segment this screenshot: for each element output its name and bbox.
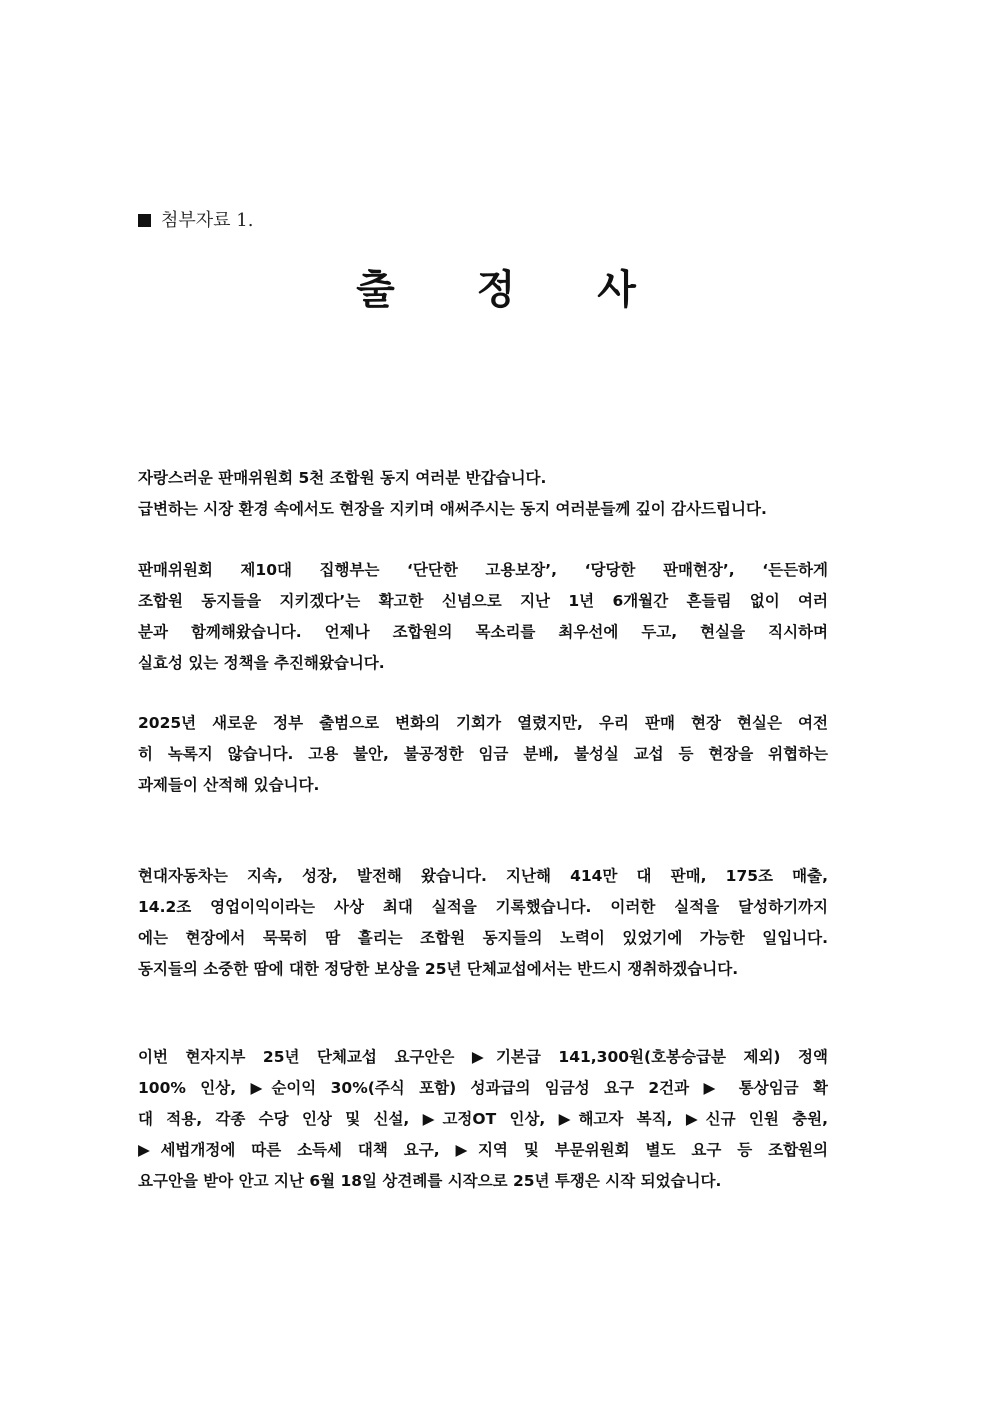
text-line: 분과 함께해왔습니다. 언제나 조합원의 목소리를 최우선에 두고, 현실을 직시하며 [138, 623, 828, 641]
text-line: 히 녹록지 않습니다. 고용 불안, 불공정한 임금 분배, 불성실 교섭 등 현장을 위협하는 [138, 745, 828, 763]
attachment-label [138, 206, 253, 232]
page-title: 출 정 사 [356, 267, 670, 313]
text-line: 요구안을 받아 안고 지난 6월 18일 상견례를 시작으로 25년 투쟁은 시작 되었습니다. [138, 1172, 722, 1190]
paragraph-leadership [138, 555, 828, 679]
text-line: 현대자동차는 지속, 성장, 발전해 왔습니다. 지난해 414만 대 판매, 175조 매출, [138, 867, 828, 885]
text-line: 대 적용, 각종 수당 인상 및 신설, ▶고정OT 인상, ▶해고자 복직, ▶신규 인원 충원, [138, 1110, 828, 1128]
text-line: 14.2조 영업이익이라는 사상 최대 실적을 기록했습니다. 이러한 실적을 달성하기까지 [138, 898, 828, 916]
text-line: 100% 인상, ▶순이익 30%(주식 포함) 성과급의 임금성 요구 2건과 ▶ 통상임금 확 [138, 1079, 828, 1097]
black-square-icon [138, 214, 151, 227]
text-line: 2025년 새로운 정부 출범으로 변화의 기회가 열렸지만, 우리 판매 현장 현실은 여전 [138, 714, 828, 732]
text-line: 실효성 있는 정책을 추진해왔습니다. [138, 654, 385, 672]
text-line: ▶세법개정에 따른 소득세 대책 요구, ▶지역 및 부문위원회 별도 요구 등 조합원의 [138, 1141, 828, 1159]
attachment-text: 첨부자료 1. [161, 210, 254, 231]
text-line: 조합원 동지들을 지키겠다’는 확고한 신념으로 지난 1년 6개월간 흔들림 없이 여러 [138, 592, 828, 610]
text-line: 동지들의 소중한 땀에 대한 정당한 보상을 25년 단체교섭에서는 반드시 쟁취하겠습니다. [138, 960, 739, 978]
text-line: 급변하는 시장 환경 속에서도 현장을 지키며 애써주시는 동지 여러분들께 깊이 감사드립니다. [138, 500, 767, 518]
text-line: 이번 현자지부 25년 단체교섭 요구안은 ▶기본급 141,300원(호봉승급분 제외) 정액 [138, 1048, 828, 1066]
paragraph-challenges [138, 708, 828, 801]
text-line: 과제들이 산적해 있습니다. [138, 776, 320, 794]
paragraph-greeting [138, 463, 828, 525]
text-line: 에는 현장에서 묵묵히 땀 흘리는 조합원 동지들의 노력이 있었기에 가능한 일입니다. [138, 929, 828, 947]
text-line: 자랑스러운 판매위원회 5천 조합원 동지 여러분 반갑습니다. [138, 469, 547, 487]
text-line: 판매위원회 제10대 집행부는 ‘단단한 고용보장’, ‘당당한 판매현장’, ‘든든하게 [138, 561, 828, 579]
paragraph-demands [138, 1042, 828, 1197]
paragraph-performance [138, 861, 828, 985]
